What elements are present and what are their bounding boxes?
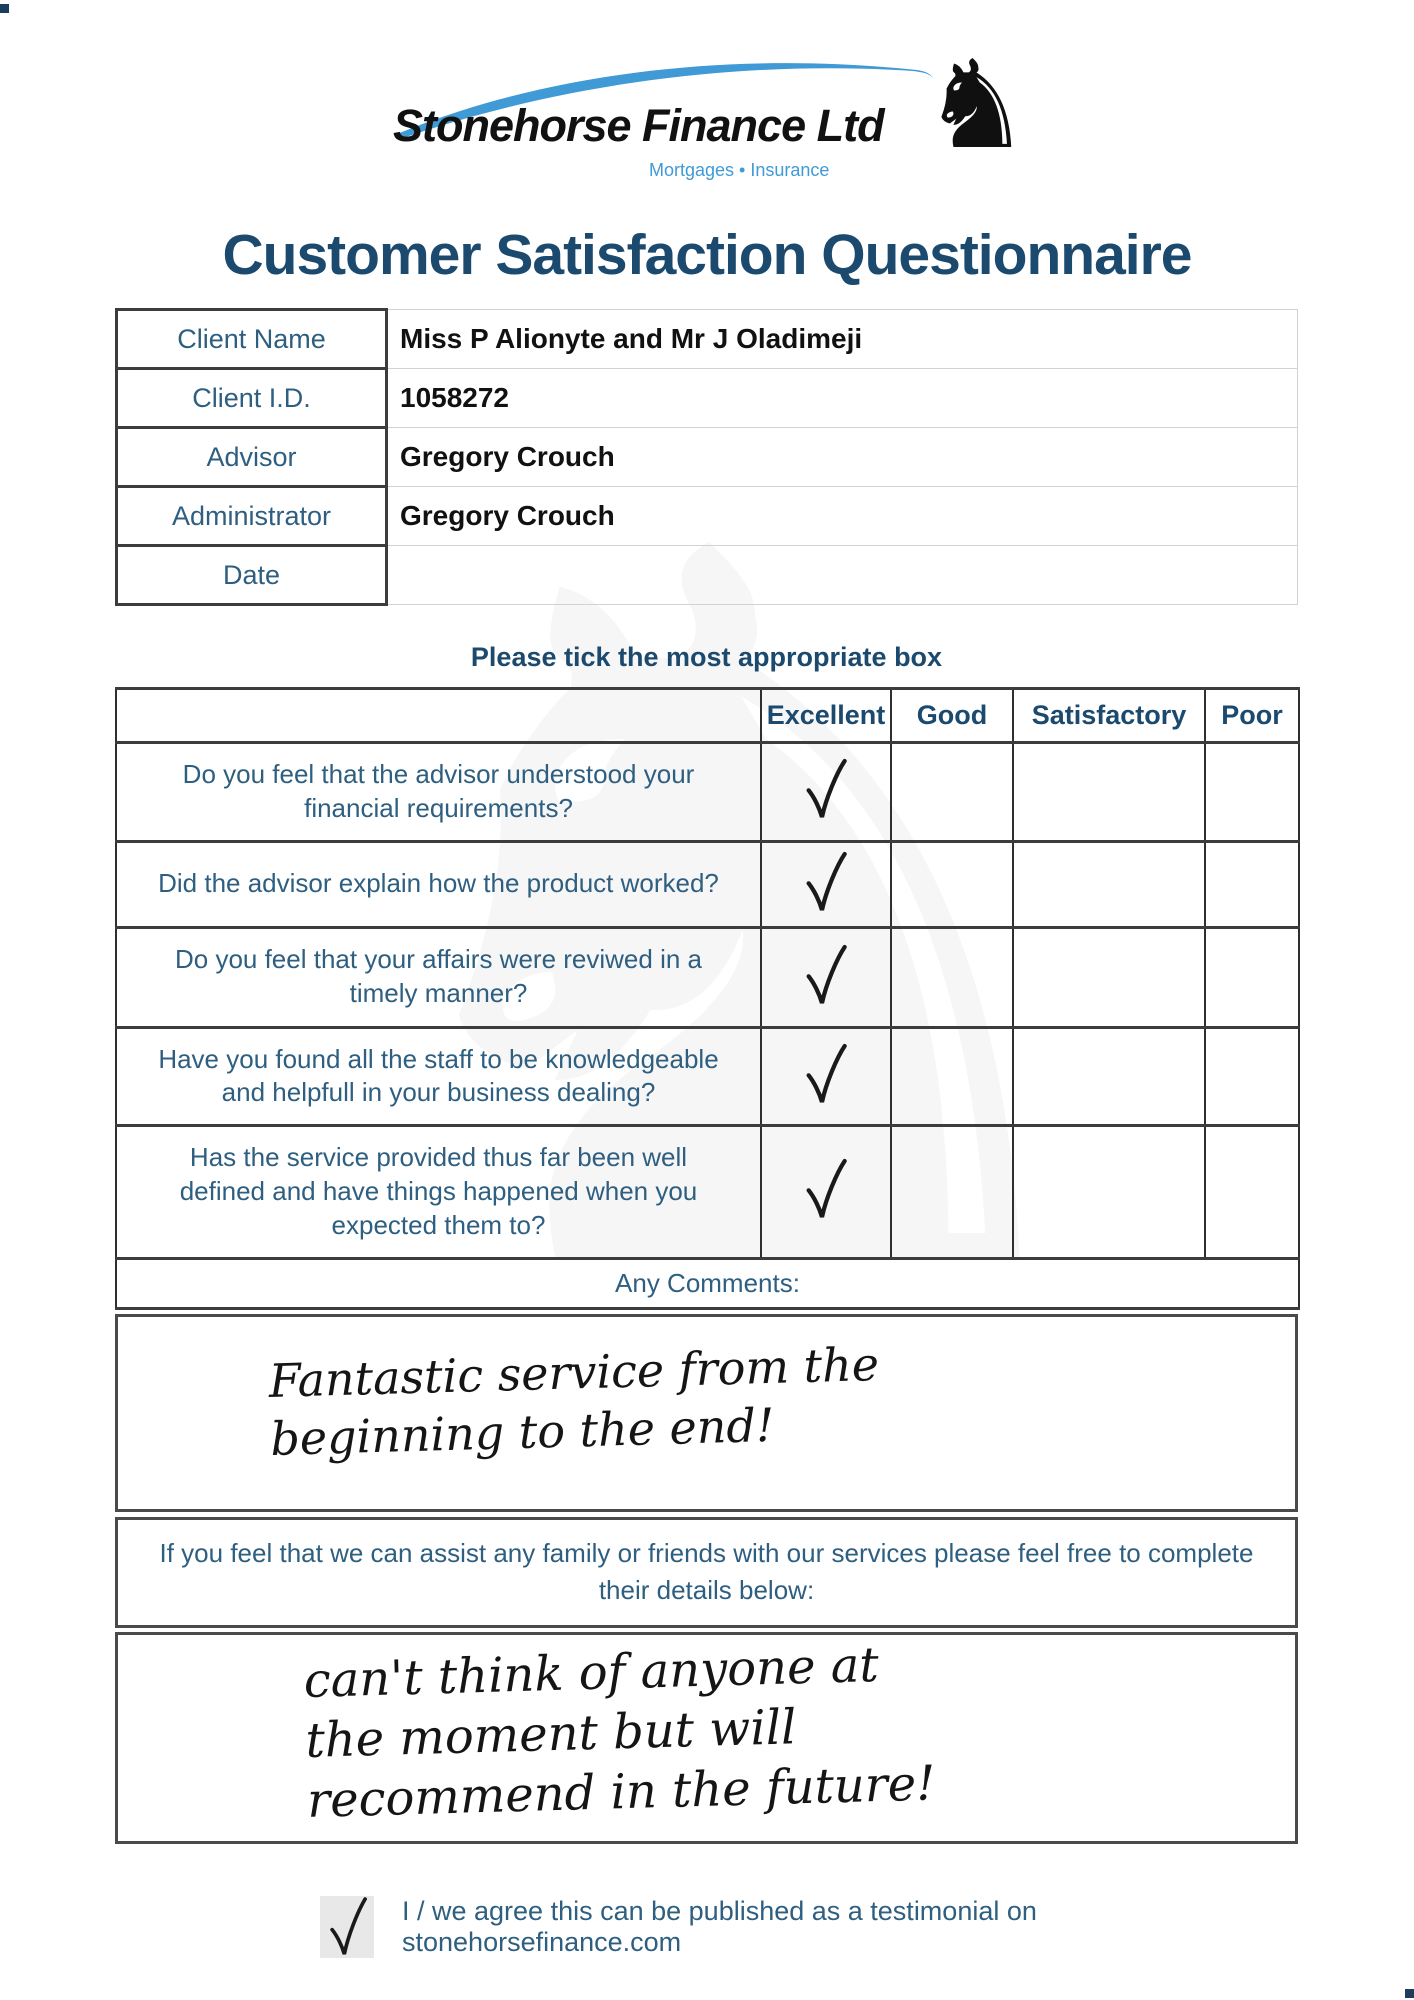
question-row [116,927,1299,1027]
consent-tick-mark [326,1890,370,1962]
referral-prompt-text: If you feel that we can assist any family or friends with our services please feel free to complete their details below: [159,1537,1254,1606]
tick-mark [802,850,850,914]
answer-cell-excellent[interactable] [761,1126,891,1258]
client-name-label: Client Name [117,310,387,369]
question-row [116,1126,1299,1258]
scan-corner-mark-bottom-right [1405,1989,1414,1998]
answer-cell-poor[interactable] [1205,1027,1299,1126]
comments-label: Any Comments: [116,1258,1299,1308]
question-text: Do you feel that the advisor understood your financial requirements? [116,743,761,842]
consent-label: I / we agree this can be published as a testimonial on stonehorsefinance.com [402,1895,1037,1957]
client-id-label: Client I.D. [117,369,387,428]
answer-cell-satisfactory[interactable] [1013,1126,1205,1258]
referral-prompt-box [115,1517,1298,1628]
question-row [116,1027,1299,1126]
answer-cell-excellent[interactable] [761,1027,891,1126]
question-text: Did the advisor explain how the product worked? [116,841,761,927]
page-title: Customer Satisfaction Questionnaire [222,223,1192,287]
column-header-excellent: Excellent [761,689,891,743]
answer-cell-satisfactory[interactable] [1013,1027,1205,1126]
question-row [116,743,1299,842]
tick-mark [802,757,850,821]
handwritten-comment: Fantastic service from the beginning to the end! [268,1336,880,1466]
question-text: Do you feel that your affairs were reviwed in a timely manner? [116,927,761,1027]
client-id-value: 1058272 [387,369,1298,428]
administrator-value: Gregory Crouch [387,487,1298,546]
rating-header-spacer [116,689,761,743]
column-header-poor: Poor [1205,689,1299,743]
scan-corner-mark-top-left [0,4,9,13]
comments-label-row [116,1258,1299,1308]
client-info-table [115,308,1298,606]
answer-cell-good[interactable] [891,927,1013,1027]
answer-cell-good[interactable] [891,1027,1013,1126]
answer-cell-satisfactory[interactable] [1013,743,1205,842]
tick-mark [802,1157,850,1221]
answer-cell-good[interactable] [891,1126,1013,1258]
consent-row [320,1896,1298,1958]
question-row [116,841,1299,927]
date-label: Date [117,546,387,605]
referral-details-box[interactable] [115,1632,1298,1844]
tick-mark [802,943,850,1007]
tick-mark [802,1042,850,1106]
comments-box[interactable] [115,1314,1298,1512]
advisor-label: Advisor [117,428,387,487]
answer-cell-excellent[interactable] [761,743,891,842]
logo-tagline: Mortgages • Insurance [649,160,830,180]
survey-table [115,687,1300,1310]
client-row-advisor [117,428,1298,487]
client-row-administrator [117,487,1298,546]
handwritten-referral: can't think of anyone at the moment but will recommend in the future! [303,1636,937,1829]
administrator-label: Administrator [117,487,387,546]
answer-cell-poor[interactable] [1205,841,1299,927]
client-row-id [117,369,1298,428]
client-name-value: Miss P Alionyte and Mr J Oladimeji [387,310,1298,369]
question-text: Have you found all the staff to be knowledgeable and helpfull in your business dealing? [116,1027,761,1126]
answer-cell-poor[interactable] [1205,743,1299,842]
answer-cell-satisfactory[interactable] [1013,841,1205,927]
client-row-name [117,310,1298,369]
rating-header-row [116,689,1299,743]
column-header-good: Good [891,689,1013,743]
consent-checkbox[interactable] [320,1896,374,1958]
column-header-satisfactory: Satisfactory [1013,689,1205,743]
horse-head-icon: ♞ [921,34,1031,176]
question-text: Has the service provided thus far been well defined and have things happened when you expected them to? [116,1126,761,1258]
advisor-value: Gregory Crouch [387,428,1298,487]
tick-instruction: Please tick the most appropriate box [470,642,943,672]
answer-cell-excellent[interactable] [761,927,891,1027]
answer-cell-excellent[interactable] [761,841,891,927]
answer-cell-poor[interactable] [1205,927,1299,1027]
answer-cell-satisfactory[interactable] [1013,927,1205,1027]
client-row-date [117,546,1298,605]
answer-cell-good[interactable] [891,743,1013,842]
company-name: Stonehorse Finance Ltd [393,100,884,151]
date-value[interactable] [387,546,1298,605]
answer-cell-poor[interactable] [1205,1126,1299,1258]
answer-cell-good[interactable] [891,841,1013,927]
company-logo [387,34,1031,198]
